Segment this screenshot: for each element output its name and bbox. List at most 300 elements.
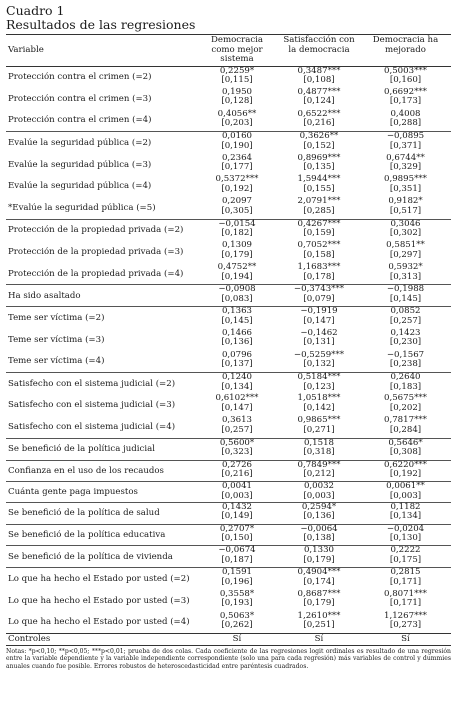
- coefficient: 0,0041: [221, 481, 253, 492]
- cell-c1: [196, 329, 278, 351]
- standard-error: [0,130]: [389, 533, 422, 544]
- standard-error: [0,150]: [221, 533, 253, 544]
- standard-error: [0,216]: [221, 469, 253, 480]
- coefficient: −0,1567: [386, 349, 425, 360]
- standard-error: [0,194]: [221, 271, 253, 282]
- row-label: Satisfecho con el sistema judicial (=4): [8, 421, 176, 432]
- coefficient: −0,0064: [300, 523, 338, 534]
- standard-error: [0,147]: [303, 315, 335, 326]
- cell-c2: [278, 132, 360, 154]
- row-label: Lo que ha hecho el Estado por usted (=4): [8, 617, 190, 628]
- standard-error: [0,134]: [389, 511, 422, 522]
- table-row: [6, 219, 451, 241]
- standard-error: [0,158]: [303, 249, 335, 260]
- coefficient: 0,9895***: [384, 174, 427, 185]
- coefficient: 0,5646*: [388, 437, 423, 448]
- table-body: [6, 66, 451, 645]
- cell-c3: [360, 351, 451, 373]
- coefficient: −0,0154: [218, 218, 256, 229]
- coefficient: 0,4752**: [217, 262, 257, 273]
- table-row: [6, 66, 451, 88]
- controls-c3: Sí: [360, 633, 451, 645]
- coefficient: 0,5600*: [219, 437, 255, 448]
- standard-error: [0,003]: [389, 491, 422, 502]
- standard-error: [0,159]: [303, 228, 335, 239]
- cell-c1: [196, 372, 278, 394]
- coefficient: 0,2726: [221, 459, 253, 470]
- coefficient: 0,4056**: [217, 108, 257, 119]
- coefficient: −0,1988: [386, 284, 425, 295]
- cell-c3: [360, 329, 451, 351]
- header-row: [6, 35, 451, 67]
- row-label: Evalúe la seguridad pública (=2): [6, 132, 196, 154]
- table-row: [6, 482, 451, 502]
- row-label: Protección contra el crimen (=2): [8, 72, 152, 83]
- standard-error: [0,318]: [303, 447, 335, 458]
- standard-error: [0,262]: [221, 620, 253, 631]
- row-label: Teme ser víctima (=2): [6, 307, 196, 329]
- cell-c1: [196, 88, 278, 110]
- standard-error: [0,202]: [389, 402, 422, 413]
- cell-c1: [196, 154, 278, 176]
- table-notes: Notas: *p<0,10; **p<0,05; ***p<0,01; prueba de dos colas. Cada coeficiente de las regresiones logit ordinales es resultado de una regresión entre la variable dependiente y la variable independiente correspondiente (solo una para cada regresión) más variables de control y dummies anuales cuando fue posible. Errores robustos de heteroscedasticidad entre paréntesis cuadrados.: [6, 647, 451, 670]
- standard-error: [0,160]: [389, 75, 422, 86]
- standard-error: [0,179]: [303, 598, 335, 609]
- standard-error: [0,083]: [221, 294, 253, 304]
- cell-c3: [360, 263, 451, 285]
- cell-c1: [196, 502, 278, 524]
- standard-error: [0,003]: [303, 491, 335, 502]
- cell-c3: [360, 394, 451, 416]
- standard-error: [0,131]: [303, 337, 335, 348]
- coefficient: −0,1462: [300, 327, 338, 338]
- coefficient: 0,0032: [303, 481, 335, 492]
- standard-error: [0,216]: [303, 118, 335, 129]
- cell-c1: [196, 241, 278, 263]
- table-row: [6, 438, 451, 460]
- table-row: [6, 110, 451, 132]
- cell-c3: [360, 524, 451, 546]
- cell-c3: [360, 482, 451, 502]
- cell-c2: [278, 568, 360, 590]
- coefficient: 0,8071***: [384, 588, 427, 599]
- table-row: [6, 612, 451, 634]
- cell-c2: [278, 502, 360, 524]
- cell-c3: [360, 241, 451, 263]
- standard-error: [0,323]: [221, 447, 253, 458]
- coefficient: 0,0160: [221, 131, 253, 142]
- table-row: [6, 263, 451, 285]
- cell-c3: [360, 307, 451, 329]
- coefficient: 0,2815: [390, 567, 421, 578]
- row-label: Confianza en el uso de los recaudos: [6, 460, 196, 482]
- coefficient: 0,1518: [303, 437, 335, 448]
- table-row: [6, 502, 451, 524]
- coefficient: 0,6522***: [297, 108, 341, 119]
- standard-error: [0,183]: [389, 381, 422, 392]
- table-row: [6, 568, 451, 590]
- standard-error: [0,179]: [221, 249, 253, 260]
- cell-c2: [278, 524, 360, 546]
- standard-error: [0,257]: [389, 315, 422, 326]
- standard-error: [0,308]: [389, 447, 422, 458]
- cell-c2: [278, 110, 360, 132]
- coefficient: 0,7052***: [297, 240, 341, 251]
- standard-error: [0,147]: [221, 402, 253, 413]
- cell-c2: [278, 329, 360, 351]
- standard-error: [0,142]: [303, 402, 335, 413]
- coefficient: 1,5944***: [297, 174, 341, 185]
- table-row: [6, 285, 451, 307]
- table-row: [6, 132, 451, 154]
- coefficient: 0,5675***: [384, 393, 427, 404]
- cell-c2: [278, 460, 360, 482]
- standard-error: [0,124]: [303, 96, 335, 107]
- row-label: Lo que ha hecho el Estado por usted (=2): [6, 568, 196, 590]
- coefficient: 0,6744**: [386, 152, 425, 163]
- coefficient: −0,0204: [386, 523, 425, 534]
- standard-error: [0,288]: [389, 118, 422, 129]
- controls-c1: Sí: [196, 633, 278, 645]
- cell-c1: [196, 460, 278, 482]
- standard-error: [0,371]: [389, 140, 422, 151]
- coefficient: 0,2364: [221, 152, 253, 163]
- cell-c1: [196, 612, 278, 634]
- coefficient: 0,9865***: [297, 415, 341, 426]
- cell-c2: [278, 482, 360, 502]
- standard-error: [0,123]: [303, 381, 335, 392]
- cell-c1: [196, 438, 278, 460]
- coefficient: 0,2707*: [219, 523, 255, 534]
- standard-error: [0,115]: [221, 75, 253, 86]
- cell-c1: [196, 524, 278, 546]
- coefficient: 0,3613: [221, 415, 253, 426]
- standard-error: [0,003]: [221, 491, 253, 502]
- standard-error: [0,238]: [389, 359, 422, 370]
- coefficient: 0,1432: [221, 501, 253, 512]
- standard-error: [0,145]: [221, 315, 253, 326]
- coefficient: −0,3743***: [293, 284, 345, 295]
- standard-error: [0,517]: [389, 205, 422, 216]
- row-label: Se benefició de la política de vivienda: [6, 546, 196, 568]
- cell-c2: [278, 241, 360, 263]
- table-title: Resultados de las regresiones: [6, 17, 196, 32]
- cell-c2: [278, 307, 360, 329]
- coefficient: −0,5259***: [293, 349, 345, 360]
- standard-error: [0,196]: [221, 576, 253, 587]
- coefficient: 0,2097: [221, 196, 253, 207]
- table-row: [6, 372, 451, 394]
- cell-c1: [196, 590, 278, 612]
- standard-error: [0,132]: [303, 359, 335, 370]
- standard-error: [0,145]: [389, 294, 422, 304]
- standard-error: [0,187]: [221, 554, 253, 565]
- standard-error: [0,212]: [303, 469, 335, 480]
- coefficient: 0,0061**: [386, 481, 425, 492]
- coefficient: 0,6102***: [215, 393, 259, 404]
- standard-error: [0,302]: [389, 228, 422, 239]
- cell-c2: [278, 372, 360, 394]
- coefficient: 0,3626**: [299, 131, 339, 142]
- standard-error: [0,193]: [221, 598, 253, 609]
- cell-c2: [278, 175, 360, 197]
- cell-c1: [196, 66, 278, 88]
- row-label: Teme ser víctima (=3): [8, 334, 105, 345]
- row-label: Se benefició de la política de salud: [6, 502, 196, 524]
- row-label: Protección de la propiedad privada (=3): [8, 247, 184, 258]
- coefficient: 0,8687***: [297, 588, 341, 599]
- cell-c3: [360, 175, 451, 197]
- standard-error: [0,175]: [389, 554, 422, 565]
- cell-c3: [360, 197, 451, 219]
- standard-error: [0,137]: [221, 359, 253, 370]
- cell-c3: [360, 219, 451, 241]
- coefficient: 1,1683***: [297, 262, 341, 273]
- coefficient: −0,0908: [218, 284, 256, 295]
- cell-c3: [360, 502, 451, 524]
- header-democracia-mejor: Democracia como mejor sistema: [210, 35, 264, 64]
- table-row: [6, 154, 451, 176]
- coefficient: 0,6220***: [384, 459, 427, 470]
- row-label: Cuánta gente paga impuestos: [6, 482, 196, 502]
- coefficient: 1,2610***: [297, 610, 341, 621]
- row-label: Protección de la propiedad privada (=4): [8, 268, 184, 279]
- coefficient: 0,1423: [390, 327, 421, 338]
- cell-c2: [278, 285, 360, 307]
- header-democracia-mejorado: Democracia ha mejorado: [372, 35, 439, 55]
- standard-error: [0,179]: [303, 554, 335, 565]
- standard-error: [0,351]: [389, 184, 422, 195]
- table-row: [6, 197, 451, 219]
- coefficient: 1,0518***: [297, 393, 341, 404]
- coefficient: 0,3046: [390, 218, 421, 229]
- coefficient: 0,3487***: [297, 65, 341, 76]
- coefficient: 0,1309: [221, 240, 253, 251]
- cell-c2: [278, 546, 360, 568]
- table-row: [6, 394, 451, 416]
- cell-c3: [360, 285, 451, 307]
- standard-error: [0,171]: [389, 576, 422, 587]
- table-row: [6, 175, 451, 197]
- coefficient: 0,1240: [221, 371, 253, 382]
- row-label: Satisfecho con el sistema judicial (=2): [6, 372, 196, 394]
- cell-c3: [360, 110, 451, 132]
- cell-c3: [360, 590, 451, 612]
- standard-error: [0,251]: [303, 620, 335, 631]
- cell-c1: [196, 394, 278, 416]
- row-label: Protección de la propiedad privada (=2): [6, 219, 196, 241]
- coefficient: −0,0674: [218, 545, 256, 556]
- cell-c3: [360, 612, 451, 634]
- coefficient: 0,5063*: [219, 610, 255, 621]
- row-label: Protección contra el crimen (=3): [8, 93, 152, 104]
- standard-error: [0,149]: [221, 511, 253, 522]
- coefficient: −0,0895: [386, 131, 425, 142]
- standard-error: [0,138]: [303, 533, 335, 544]
- cell-c1: [196, 219, 278, 241]
- coefficient: 0,5372***: [215, 174, 259, 185]
- coefficient: 0,2259*: [219, 65, 255, 76]
- header-variable: Variable: [8, 44, 44, 55]
- standard-error: [0,178]: [303, 271, 335, 282]
- cell-c3: [360, 568, 451, 590]
- cell-c2: [278, 351, 360, 373]
- standard-error: [0,174]: [303, 576, 335, 587]
- cell-c1: [196, 285, 278, 307]
- header-satisfaccion: Satisfacción con la democracia: [283, 35, 355, 55]
- cell-c2: [278, 590, 360, 612]
- cell-c3: [360, 460, 451, 482]
- controls-label: Controles: [6, 633, 196, 645]
- table-row: [6, 460, 451, 482]
- coefficient: 0,7817***: [384, 415, 427, 426]
- coefficient: 1,1267***: [384, 610, 427, 621]
- coefficient: 0,5003***: [384, 65, 427, 76]
- cell-c3: [360, 416, 451, 438]
- table-row: [6, 88, 451, 110]
- row-label: Evalúe la seguridad pública (=3): [8, 159, 152, 170]
- row-label: Teme ser víctima (=4): [8, 356, 105, 367]
- standard-error: [0,305]: [221, 205, 253, 216]
- cell-c3: [360, 372, 451, 394]
- cell-c2: [278, 394, 360, 416]
- cell-c1: [196, 568, 278, 590]
- standard-error: [0,313]: [389, 271, 422, 282]
- row-label: Protección contra el crimen (=4): [8, 115, 152, 126]
- regression-table: [6, 34, 451, 646]
- cell-c1: [196, 351, 278, 373]
- cell-c1: [196, 175, 278, 197]
- coefficient: 0,9182*: [388, 196, 423, 207]
- table-row: [6, 307, 451, 329]
- cell-c1: [196, 197, 278, 219]
- standard-error: [0,273]: [389, 620, 422, 631]
- standard-error: [0,192]: [389, 469, 422, 480]
- controls-c2: Sí: [278, 633, 360, 645]
- row-label: Se benefició de la política educativa: [6, 524, 196, 546]
- cell-c1: [196, 482, 278, 502]
- table-row: [6, 351, 451, 373]
- coefficient: 0,4877***: [297, 86, 341, 97]
- coefficient: 0,1591: [221, 567, 253, 578]
- coefficient: 0,6692***: [384, 86, 427, 97]
- coefficient: 0,7849***: [297, 459, 341, 470]
- cell-c2: [278, 154, 360, 176]
- coefficient: 0,5184***: [297, 371, 341, 382]
- coefficient: 2,0791***: [297, 196, 341, 207]
- standard-error: [0,171]: [389, 598, 422, 609]
- standard-error: [0,108]: [303, 75, 335, 86]
- cell-c3: [360, 132, 451, 154]
- cell-c1: [196, 307, 278, 329]
- coefficient: 0,4008: [390, 108, 421, 119]
- standard-error: [0,135]: [303, 162, 335, 173]
- coefficient: 0,0852: [390, 306, 421, 317]
- coefficient: 0,1363: [221, 306, 253, 317]
- coefficient: 0,1950: [221, 86, 253, 97]
- coefficient: 0,1330: [303, 545, 335, 556]
- table-row: [6, 329, 451, 351]
- standard-error: [0,190]: [221, 140, 253, 151]
- controls-row: [6, 633, 451, 645]
- cell-c2: [278, 66, 360, 88]
- coefficient: 0,2222: [390, 545, 421, 556]
- row-label: Lo que ha hecho el Estado por usted (=3): [8, 595, 190, 606]
- standard-error: [0,284]: [389, 424, 422, 435]
- row-label: Ha sido asaltado: [6, 285, 196, 307]
- cell-c3: [360, 438, 451, 460]
- cell-c3: [360, 154, 451, 176]
- row-label: Se benefició de la política judicial: [6, 438, 196, 460]
- coefficient: 0,5932*: [388, 262, 423, 273]
- cell-c2: [278, 219, 360, 241]
- standard-error: [0,192]: [221, 184, 253, 195]
- row-label: Satisfecho con el sistema judicial (=3): [8, 400, 176, 411]
- coefficient: 0,1466: [221, 327, 253, 338]
- standard-error: [0,271]: [303, 424, 335, 435]
- standard-error: [0,177]: [221, 162, 253, 173]
- standard-error: [0,285]: [303, 205, 335, 216]
- table-row: [6, 241, 451, 263]
- standard-error: [0,079]: [303, 294, 335, 304]
- standard-error: [0,136]: [221, 337, 253, 348]
- coefficient: 0,8969***: [297, 152, 341, 163]
- table-row: [6, 416, 451, 438]
- standard-error: [0,182]: [221, 228, 253, 239]
- row-label: Evalúe la seguridad pública (=4): [8, 181, 152, 192]
- cell-c3: [360, 66, 451, 88]
- coefficient: 0,2640: [390, 371, 421, 382]
- coefficient: 0,4904***: [297, 567, 341, 578]
- cell-c2: [278, 416, 360, 438]
- cell-c2: [278, 88, 360, 110]
- cell-c1: [196, 263, 278, 285]
- cell-c3: [360, 546, 451, 568]
- cell-c2: [278, 197, 360, 219]
- coefficient: −0,1919: [300, 306, 338, 317]
- standard-error: [0,230]: [389, 337, 422, 348]
- coefficient: 0,2594*: [301, 501, 337, 512]
- coefficient: 0,3558*: [219, 588, 255, 599]
- coefficient: 0,0796: [221, 349, 253, 360]
- cell-c1: [196, 546, 278, 568]
- cell-c1: [196, 132, 278, 154]
- standard-error: [0,136]: [303, 511, 335, 522]
- cell-c2: [278, 263, 360, 285]
- standard-error: [0,173]: [389, 96, 422, 107]
- cell-c1: [196, 110, 278, 132]
- cell-c2: [278, 438, 360, 460]
- standard-error: [0,257]: [221, 424, 253, 435]
- table-row: [6, 524, 451, 546]
- standard-error: [0,297]: [389, 249, 422, 260]
- standard-error: [0,128]: [221, 96, 253, 107]
- standard-error: [0,329]: [389, 162, 422, 173]
- coefficient: 0,4267***: [297, 218, 341, 229]
- cell-c3: [360, 88, 451, 110]
- table-row: [6, 546, 451, 568]
- coefficient: 0,5851**: [386, 240, 425, 251]
- cell-c1: [196, 416, 278, 438]
- standard-error: [0,203]: [221, 118, 253, 129]
- cell-c2: [278, 612, 360, 634]
- coefficient: 0,1182: [390, 501, 421, 512]
- row-label: *Evalúe la seguridad pública (=5): [8, 203, 156, 214]
- table-number: Cuadro 1: [6, 3, 65, 18]
- table-row: [6, 590, 451, 612]
- standard-error: [0,152]: [303, 140, 335, 151]
- standard-error: [0,134]: [221, 381, 253, 392]
